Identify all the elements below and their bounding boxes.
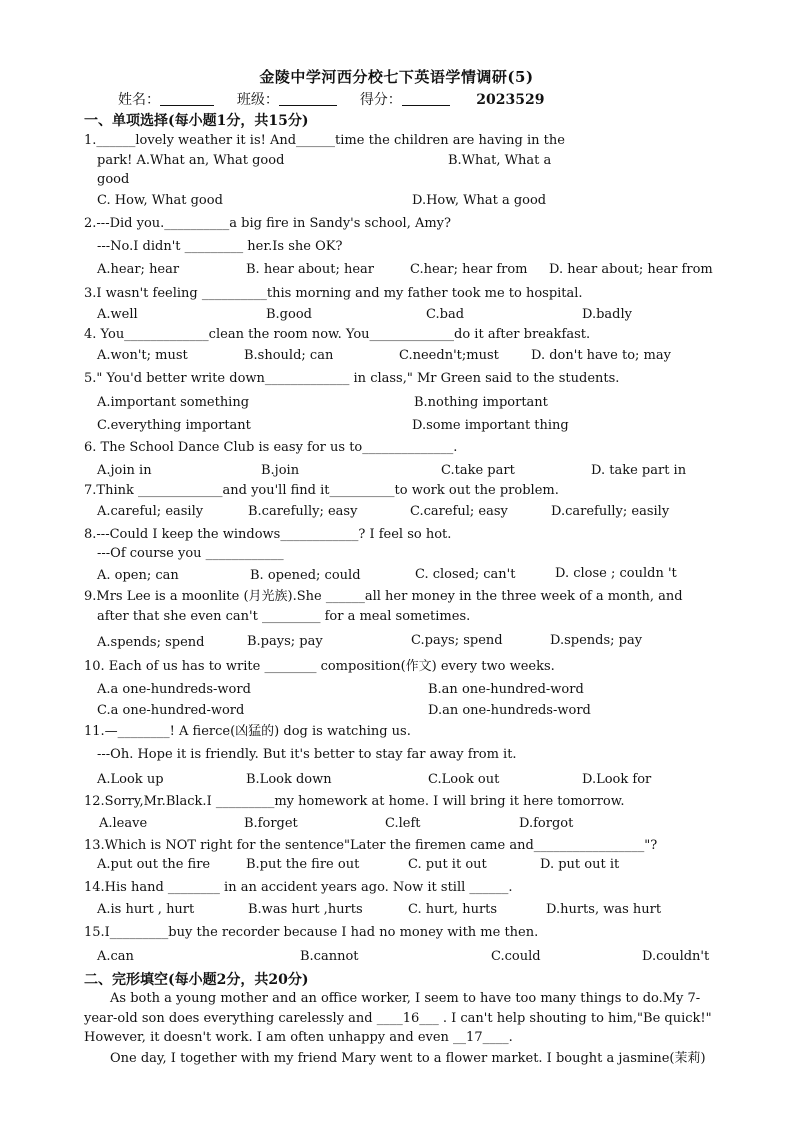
question-text: ---Oh. Hope it is friendly. But it's better to stay far away from it. [97, 747, 517, 762]
option-c: C.bad [426, 307, 465, 322]
option-a: A. open; can [97, 568, 179, 583]
option-d: D.couldn't [642, 949, 710, 964]
section-heading-2: 二、完形填空(每小题2分，共20分) [84, 972, 309, 988]
option-c: C.needn't;must [399, 348, 499, 363]
question-text: 12.Sorry,Mr.Black.I _________my homework at home. I will bring it here tomorrow. [84, 794, 625, 809]
option-b: B. hear about; hear [246, 262, 375, 277]
option-a: A.is hurt , hurt [97, 902, 195, 917]
option-a: A.well [97, 307, 138, 322]
option-c: C. hurt, hurts [408, 902, 498, 917]
option-c: C.pays; spend [411, 633, 503, 648]
name-blank[interactable] [160, 91, 214, 106]
option-a: A.Look up [97, 772, 164, 787]
option-d: D.Look for [582, 772, 652, 787]
question-text: 10. Each of us has to write ________ composition(作文) every two weeks. [84, 659, 555, 674]
option-a: A.careful; easily [97, 504, 204, 519]
option-b: B.carefully; easy [248, 504, 358, 519]
question-text: 7.Think _____________and you'll find it__________to work out the problem. [84, 483, 559, 498]
question-text: ---No.I didn't _________ her.Is she OK? [97, 239, 343, 254]
option-d: D. don't have to; may [531, 348, 671, 363]
option-d: D.some important thing [412, 418, 569, 433]
question-text: 6. The School Dance Club is easy for us to______________. [84, 440, 458, 455]
option-b: B.Look down [246, 772, 332, 787]
option-a: A.leave [99, 816, 148, 831]
cloze-paragraph-line: However, it doesn't work. I am often unhappy and even __17____. [84, 1030, 513, 1045]
cloze-paragraph-line: year-old son does everything carelessly and ____16___ . I can't help shouting to him,"Be quick!" [84, 1011, 712, 1026]
question-text: 13.Which is NOT right for the sentence"Later the firemen came and_________________"? [84, 838, 658, 853]
option-a: A.important something [97, 395, 250, 410]
section-heading-1: 一、单项选择(每小题1分，共15分) [84, 113, 309, 129]
question-text: good [97, 172, 130, 187]
option-c: C.Look out [428, 772, 500, 787]
option-a: A.spends; spend [97, 635, 205, 650]
question-text: after that she even can't _________ for a meal sometimes. [97, 609, 471, 624]
option-d: D.an one-hundreds-word [428, 703, 591, 718]
option-c: C.hear; hear from [410, 262, 528, 277]
option-c: C.left [385, 816, 421, 831]
score-label: 得分： [359, 92, 402, 108]
option-d: D. hear about; hear from [549, 262, 713, 277]
option-a: A.put out the fire [97, 857, 211, 872]
option-b: B.forget [244, 816, 298, 831]
option-c: C.a one-hundred-word [97, 703, 245, 718]
student-info-row [118, 89, 544, 109]
option-b: B.cannot [300, 949, 359, 964]
option-c: C.everything important [97, 418, 251, 433]
question-text: 14.His hand ________ in an accident years ago. Now it still ______. [84, 880, 513, 895]
cloze-paragraph-line: One day, I together with my friend Mary went to a flower market. I bought a jasmine(茉莉) [110, 1051, 706, 1066]
option-a: A.won't; must [97, 348, 188, 363]
class-label: 班级： [236, 92, 279, 108]
option-b: B. opened; could [250, 568, 361, 583]
option-d: D. take part in [591, 463, 687, 478]
option-c: C. closed; can't [415, 567, 516, 582]
option-b: B.good [266, 307, 312, 322]
question-text: 9.Mrs Lee is a moonlite (月光族).She ______all her money in the three week of a month, and [84, 589, 683, 604]
question-text: 15.I_________buy the recorder because I had no money with me then. [84, 925, 539, 940]
question-text: 11.—________! A fierce(凶猛的) dog is watching us. [84, 724, 411, 739]
question-text: 4. You_____________clean the room now. You_____________do it after breakfast. [84, 327, 591, 342]
option-b: B.nothing important [414, 395, 548, 410]
option-c: C. How, What good [97, 193, 223, 208]
option-b: B.put the fire out [246, 857, 360, 872]
question-text: 1.______lovely weather it is! And______time the children are having in the [84, 133, 565, 148]
option-b: B.was hurt ,hurts [248, 902, 363, 917]
option-b: B.What, What a [448, 153, 552, 168]
option-a: A.hear; hear [97, 262, 180, 277]
option-a: A.join in [97, 463, 152, 478]
option-c: C.could [491, 949, 541, 964]
option-c: C. put it out [408, 857, 487, 872]
question-text: 8.---Could I keep the windows____________? I feel so hot. [84, 527, 452, 542]
option-d: D. put out it [540, 857, 620, 872]
option-b: B.join [261, 463, 300, 478]
question-text: 5." You'd better write down_____________ in class," Mr Green said to the students. [84, 371, 620, 386]
option-d: D. close ; couldn 't [555, 566, 677, 581]
option-d: D.How, What a good [412, 193, 547, 208]
option-c: C.careful; easy [410, 504, 508, 519]
option-d: D.badly [582, 307, 632, 322]
question-text: 2.---Did you.__________a big fire in Sandy's school, Amy? [84, 216, 451, 231]
option-a: A.a one-hundreds-word [97, 682, 251, 697]
name-label: 姓名： [118, 92, 160, 108]
class-blank[interactable] [279, 91, 337, 106]
option-a: A.can [97, 949, 134, 964]
exam-title: 金陵中学河西分校七下英语学情调研(5) [259, 68, 534, 86]
cloze-paragraph-line: As both a young mother and an office worker, I seem to have too many things to do.My 7- [110, 991, 701, 1006]
option-d: D.spends; pay [550, 633, 643, 648]
option-d: D.forgot [519, 816, 574, 831]
question-text: 3.I wasn't feeling __________this morning and my father took me to hospital. [84, 286, 583, 301]
option-d: D.carefully; easily [551, 504, 670, 519]
option-b: B.an one-hundred-word [428, 682, 584, 697]
question-text: park! A.What an, What good [97, 153, 285, 168]
option-d: D.hurts, was hurt [546, 902, 662, 917]
exam-date: 2023529 [476, 92, 545, 108]
option-b: B.pays; pay [247, 634, 323, 649]
question-text: ---Of course you ____________ [97, 546, 284, 561]
option-b: B.should; can [244, 348, 334, 363]
score-blank[interactable] [402, 91, 450, 106]
option-c: C.take part [441, 463, 515, 478]
